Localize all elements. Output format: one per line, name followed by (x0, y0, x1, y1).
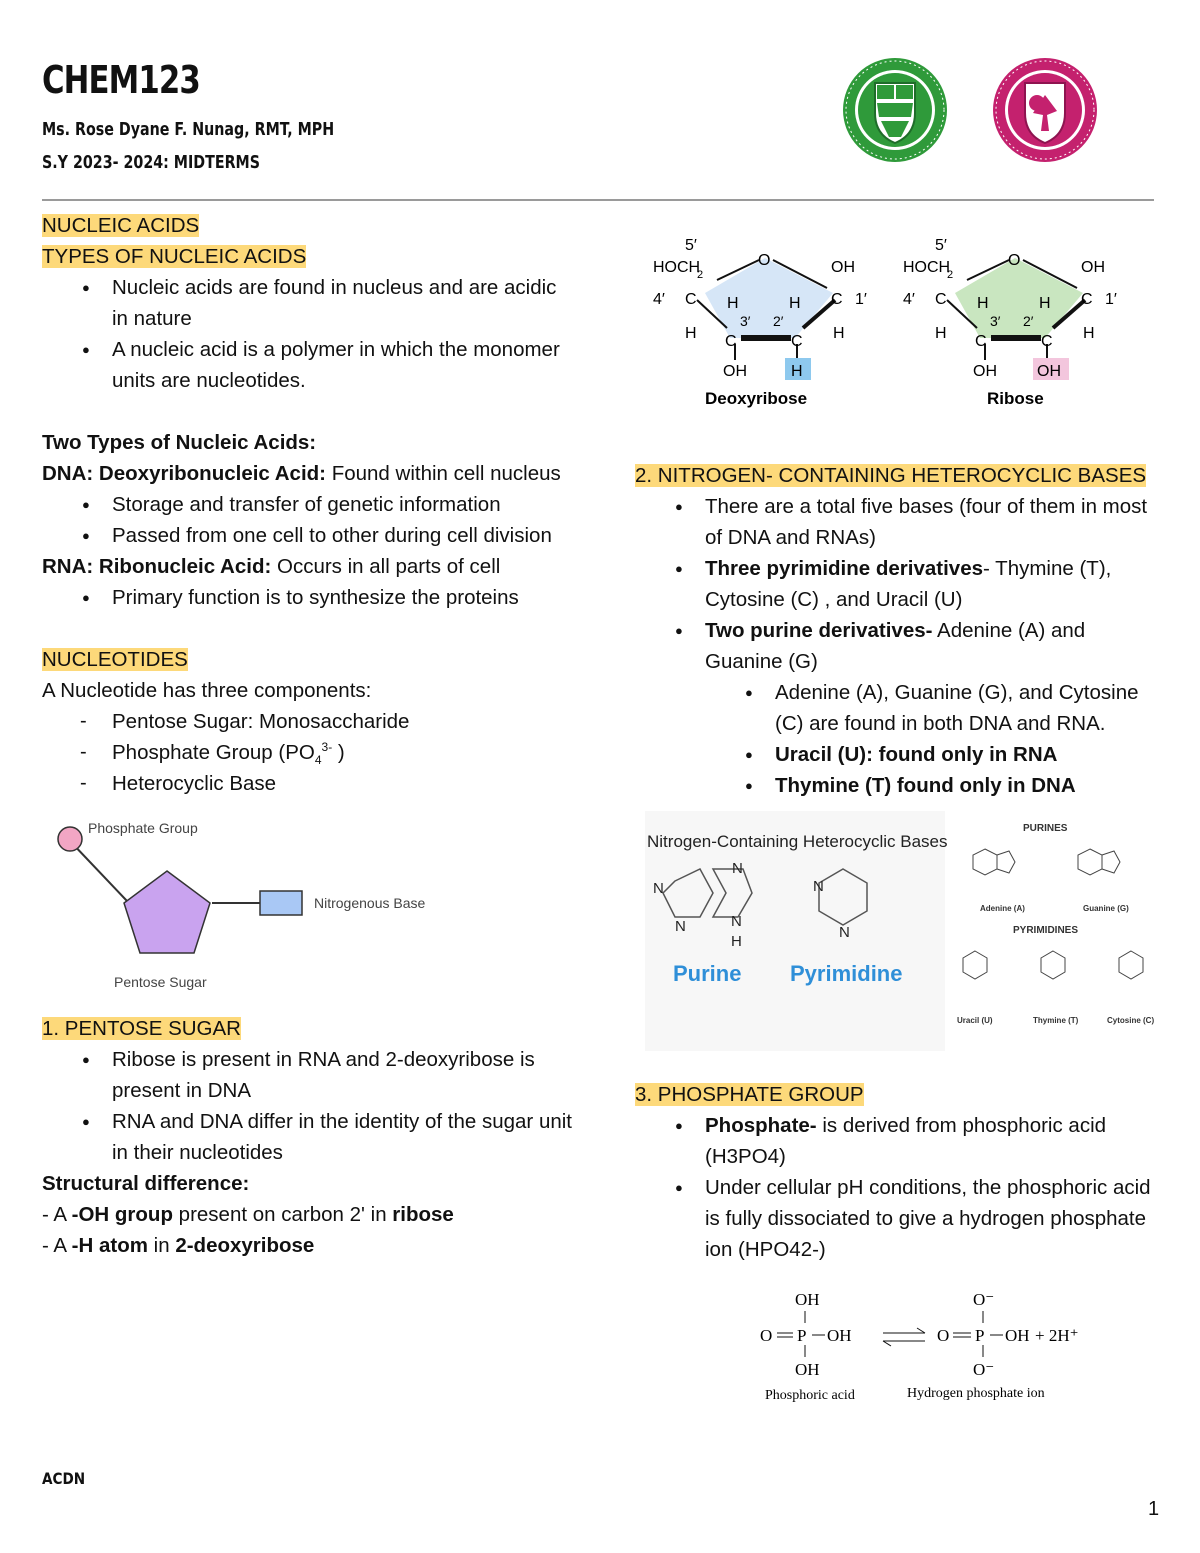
footer-initials: ACDN (42, 1469, 86, 1488)
cytosine-label: Cytosine (C) (1107, 1016, 1155, 1025)
svg-text:N: N (675, 918, 686, 935)
list-item: ● Primary function is to synthesize the proteins (42, 582, 572, 613)
list-item: ● A nucleic acid is a polymer in which the monomer units are nucleotides. (42, 334, 572, 396)
phosphate-label: Phosphate Group (88, 820, 198, 836)
base-label: Nitrogenous Base (314, 895, 426, 911)
heading-types-nucleic-acids: TYPES OF NUCLEIC ACIDS (42, 245, 307, 268)
svg-text:2′: 2′ (773, 313, 784, 329)
svg-text:N: N (732, 860, 743, 877)
pentose-pentagon (124, 871, 210, 953)
university-seal-magenta (975, 55, 1115, 165)
bases-diagram-title: Nitrogen-Containing Heterocyclic Bases (647, 832, 948, 851)
two-types-title: Two Types of Nucleic Acids: (42, 431, 317, 454)
school-term: S.Y 2023- 2024: MIDTERMS (42, 152, 261, 173)
svg-text:C: C (1041, 333, 1053, 350)
guanine-structure (1078, 849, 1120, 875)
hydrogen-phosphate-label: Hydrogen phosphate ion (907, 1386, 1045, 1401)
svg-text:2: 2 (947, 269, 954, 281)
pyrimidine-label: Pyrimidine (790, 961, 903, 986)
nitrogen-bases-diagram (635, 811, 1155, 1051)
svg-text:P: P (975, 1326, 985, 1345)
svg-text:O: O (1008, 252, 1021, 269)
purines-heading: PURINES (1023, 823, 1068, 834)
sugar-label: Pentose Sugar (114, 974, 207, 990)
svg-text:4′: 4′ (903, 291, 915, 308)
svg-text:OH: OH (1037, 363, 1061, 380)
list-item: ● Passed from one cell to other during cell division (42, 520, 572, 551)
svg-text:O: O (758, 252, 771, 269)
structural-difference-title: Structural difference: (42, 1172, 250, 1195)
svg-text:C: C (975, 333, 987, 350)
svg-text:N: N (653, 880, 664, 897)
svg-text:OH: OH (795, 1290, 820, 1309)
svg-text:C: C (935, 291, 947, 308)
page-number: 1 (1148, 1498, 1160, 1520)
svg-text:C: C (791, 333, 803, 350)
list-item: ● Uracil (U): found only in RNA (635, 739, 1165, 770)
svg-text:1′: 1′ (1105, 291, 1117, 308)
adenine-structure (973, 849, 1015, 875)
instructor-name: Ms. Rose Dyane F. Nunag, RMT, MPH (42, 119, 335, 140)
cytosine-structure (1119, 951, 1143, 979)
svg-text:N: N (731, 913, 742, 930)
nucleotide-diagram (42, 809, 462, 999)
svg-text:4′: 4′ (653, 291, 665, 308)
right-column (635, 228, 1165, 1407)
svg-text:2′: 2′ (1023, 313, 1034, 329)
components-list (42, 706, 572, 799)
bases-list (635, 491, 1165, 801)
pentose-list (42, 1044, 572, 1168)
list-item: ● Nucleic acids are found in nucleus and are acidic in nature (42, 272, 572, 334)
svg-text:3′: 3′ (740, 313, 751, 329)
svg-text:H: H (791, 363, 803, 380)
deoxyribose-structure (653, 237, 867, 408)
svg-text:OH: OH (973, 363, 997, 380)
equation-h-plus: + 2H⁺ (1035, 1326, 1079, 1345)
header-rule (42, 199, 1154, 201)
struct-diff-deoxyribose: - A -H atom in 2-deoxyribose (42, 1234, 315, 1257)
rna-definition: RNA: Ribonucleic Acid: Occurs in all parts of cell (42, 555, 501, 578)
phosphate-list (635, 1110, 1165, 1265)
svg-text:O⁻: O⁻ (973, 1360, 995, 1379)
svg-text:C: C (725, 333, 737, 350)
list-item: ● RNA and DNA differ in the identity of the sugar unit in their nucleotides (42, 1106, 572, 1168)
svg-text:H: H (685, 325, 697, 342)
phosphoric-acid-label: Phosphoric acid (765, 1388, 855, 1403)
phosphate-equation (635, 1277, 1155, 1407)
phosphate-circle (58, 827, 82, 851)
struct-diff-ribose: - A -OH group present on carbon 2' in ribose (42, 1203, 454, 1226)
list-item: ● Thymine (T) found only in DNA (635, 770, 1165, 801)
uracil-structure (963, 951, 987, 979)
thymine-label: Thymine (T) (1033, 1016, 1079, 1025)
svg-text:C: C (831, 291, 843, 308)
svg-text:3′: 3′ (990, 313, 1001, 329)
uracil-label: Uracil (U) (957, 1016, 993, 1025)
svg-text:C: C (1081, 291, 1093, 308)
list-item: ● There are a total five bases (four of them in most of DNA and RNAs) (635, 491, 1165, 553)
list-item: ● Phosphate- is derived from phosphoric acid (H3PO4) (635, 1110, 1165, 1172)
svg-text:HOCH: HOCH (653, 259, 701, 276)
svg-text:OH: OH (723, 363, 747, 380)
svg-text:H: H (1039, 295, 1051, 312)
purine-label: Purine (673, 961, 742, 986)
svg-text:H: H (977, 295, 989, 312)
svg-text:P: P (797, 1326, 807, 1345)
sugar-structures-diagram (635, 228, 1145, 418)
svg-text:OH: OH (795, 1360, 820, 1379)
course-title: CHEM123 (42, 58, 200, 102)
ribose-structure (903, 237, 1117, 408)
svg-text:5′: 5′ (685, 237, 697, 254)
svg-text:2: 2 (697, 269, 704, 281)
svg-text:N: N (839, 924, 850, 941)
svg-text:O: O (937, 1326, 950, 1345)
svg-text:1′: 1′ (855, 291, 867, 308)
heading-nucleotides: NUCLEOTIDES (42, 648, 188, 671)
guanine-label: Guanine (G) (1083, 904, 1129, 913)
svg-text:OH: OH (827, 1326, 852, 1345)
nucleotide-intro: A Nucleotide has three components: (42, 679, 372, 702)
heading-nucleic-acids: NUCLEIC ACIDS (42, 214, 200, 237)
list-item: - Heterocyclic Base (42, 768, 572, 799)
ribose-label: Ribose (987, 389, 1044, 408)
svg-text:H: H (731, 933, 742, 950)
svg-text:H: H (727, 295, 739, 312)
list-item: ● Three pyrimidine derivatives- Thymine (T), Cytosine (C) , and Uracil (U) (635, 553, 1165, 615)
svg-text:N: N (813, 878, 824, 895)
svg-text:OH: OH (1005, 1326, 1030, 1345)
svg-text:OH: OH (1081, 259, 1105, 276)
thymine-structure (1041, 951, 1065, 979)
left-column (42, 210, 572, 1261)
svg-text:O⁻: O⁻ (973, 1290, 995, 1309)
list-item: - Phosphate Group ($PO_4^{3-}$ ) (42, 737, 572, 768)
svg-text:C: C (685, 291, 697, 308)
svg-text:H: H (789, 295, 801, 312)
svg-text:HOCH: HOCH (903, 259, 951, 276)
svg-text:5′: 5′ (935, 237, 947, 254)
types-list (42, 272, 572, 396)
rna-list (42, 582, 572, 613)
svg-text:H: H (1083, 325, 1095, 342)
heading-pentose-sugar: 1. PENTOSE SUGAR (42, 1017, 241, 1040)
heading-phosphate-group: 3. PHOSPHATE GROUP (635, 1083, 864, 1106)
svg-text:H: H (833, 325, 845, 342)
dna-list (42, 489, 572, 551)
heading-nitrogen-bases: 2. NITROGEN- CONTAINING HETEROCYCLIC BASES (635, 464, 1147, 487)
svg-text:O: O (760, 1326, 773, 1345)
list-item: ● Under cellular pH conditions, the phosphoric acid is fully dissociated to give a hydrogen phosphate ion (HPO42-) (635, 1172, 1165, 1265)
svg-text:H: H (935, 325, 947, 342)
adenine-label: Adenine (A) (980, 904, 1025, 913)
list-item: ● Ribose is present in RNA and 2-deoxyribose is present in DNA (42, 1044, 572, 1106)
university-seal-green (825, 55, 965, 165)
pyrimidines-heading: PYRIMIDINES (1013, 925, 1079, 936)
list-item: ● Adenine (A), Guanine (G), and Cytosine (C) are found in both DNA and RNA. (635, 677, 1165, 739)
dna-definition: DNA: Deoxyribonucleic Acid: Found within cell nucleus (42, 462, 561, 485)
base-rectangle (260, 891, 302, 915)
deoxyribose-label: Deoxyribose (705, 389, 808, 408)
list-item: ● Two purine derivatives- Adenine (A) and Guanine (G) (635, 615, 1165, 677)
svg-text:OH: OH (831, 259, 855, 276)
list-item: ● Storage and transfer of genetic information (42, 489, 572, 520)
list-item: - Pentose Sugar: Monosaccharide (42, 706, 572, 737)
